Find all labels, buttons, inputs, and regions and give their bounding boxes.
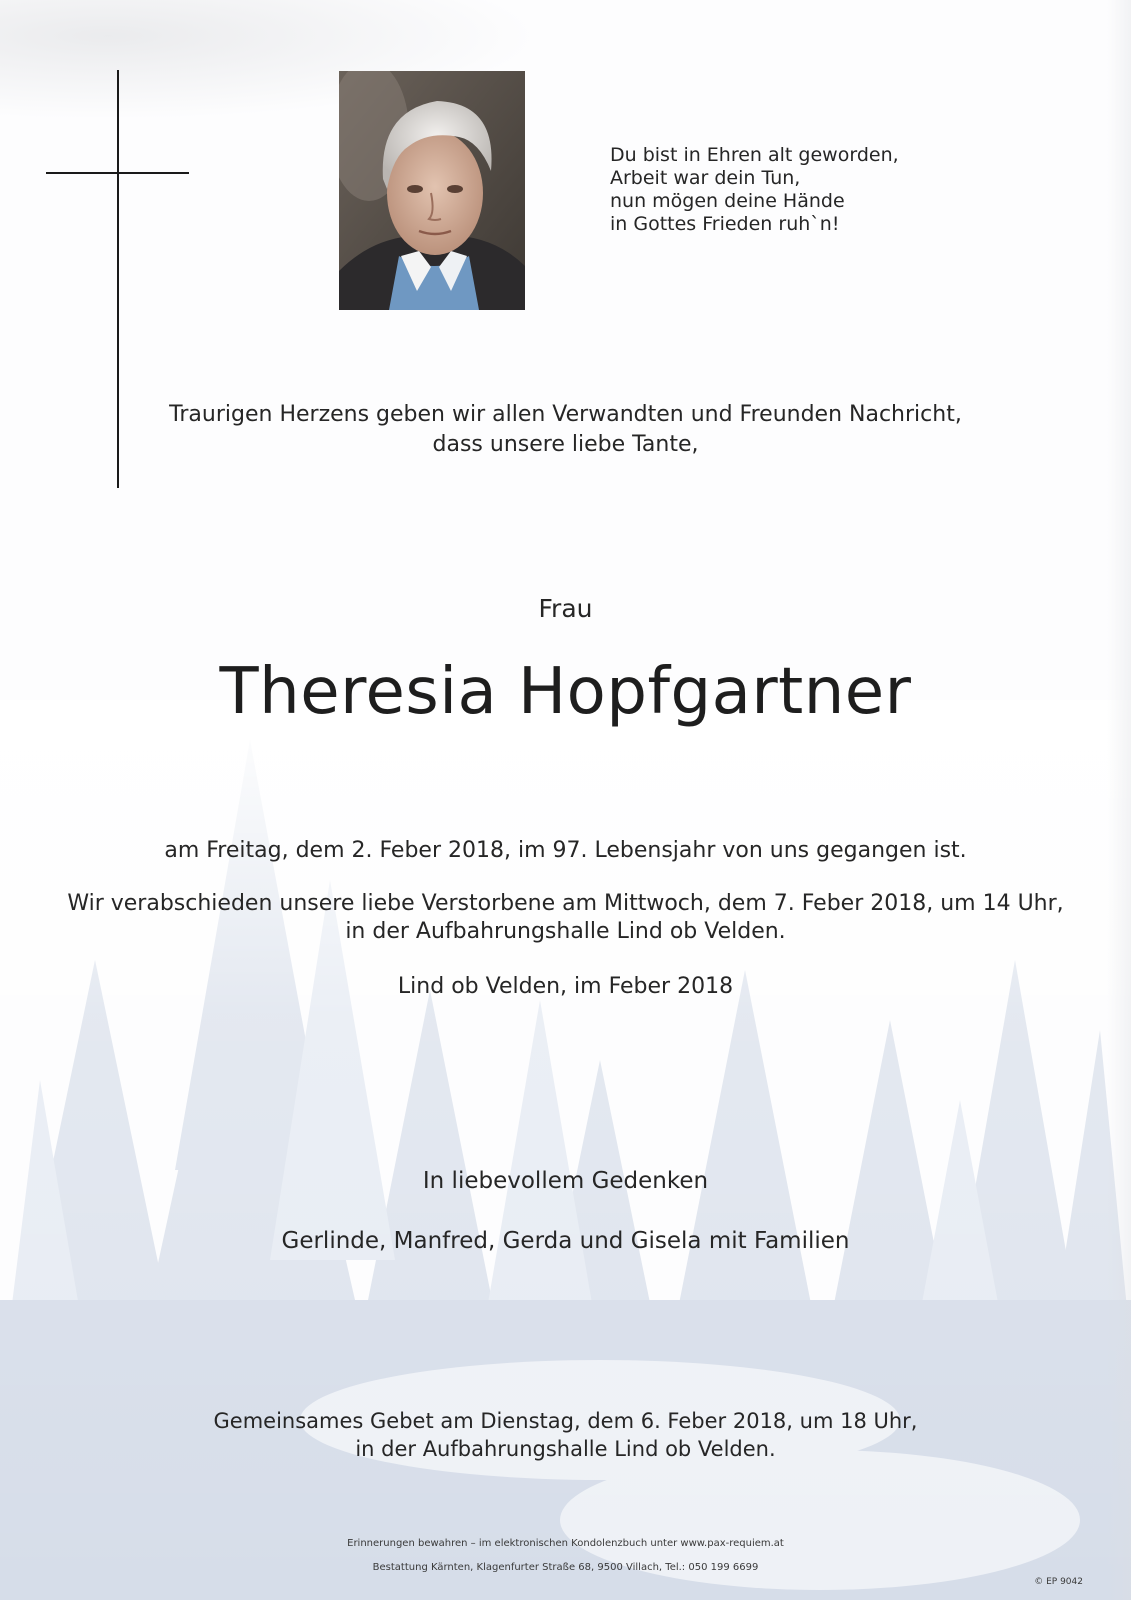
forest-background-image [0,700,1131,1600]
footer-condolence-line: Erinnerungen bewahren – im elektronischen Kondolenzbuch unter www.pax-requiem.at [347,1538,784,1549]
footer-address-line: Bestattung Kärnten, Klagenfurter Straße 68, 9500 Villach, Tel.: 050 199 6699 [372,1562,759,1573]
intro-text [0,400,1131,460]
death-notice: am Freitag, dem 2. Feber 2018, im 97. Lebensjahr von uns gegangen ist. [164,838,967,863]
farewell-text [0,890,1131,946]
verse-line: Arbeit war dein Tun, [610,167,801,189]
place-date: Lind ob Velden, im Feber 2018 [397,974,734,999]
intro-line-2: dass unsere liebe Tante, [432,432,699,457]
verse-line: in Gottes Frieden ruh`n! [610,213,840,235]
verse-line: nun mögen deine Hände [610,190,845,212]
verse-poem [610,144,930,236]
cross-horizontal-bar [46,172,189,174]
portrait-photo [339,71,525,310]
remembrance-heading: In liebevollem Gedenken [422,1168,709,1194]
prayer-line-1: Gemeinsames Gebet am Dienstag, dem 6. Feber 2018, um 18 Uhr, [213,1409,918,1433]
prayer-line-2: in der Aufbahrungshalle Lind ob Velden. [355,1437,776,1461]
farewell-line-2: in der Aufbahrungshalle Lind ob Velden. [345,919,786,944]
deceased-name: Theresia Hopfgartner [219,655,912,729]
deceased-title: Frau [538,594,593,623]
family-names: Gerlinde, Manfred, Gerda und Gisela mit Familien [281,1228,850,1254]
scan-edge [1107,0,1131,1600]
print-code: © EP 9042 [1034,1577,1083,1587]
intro-line-1: Traurigen Herzens geben wir allen Verwandten und Freunden Nachricht, [169,402,962,427]
verse-line: Du bist in Ehren alt geworden, [610,144,899,166]
farewell-line-1: Wir verabschieden unsere liebe Verstorbene am Mittwoch, dem 7. Feber 2018, um 14 Uhr, [67,891,1064,916]
prayer-notice [0,1407,1131,1463]
